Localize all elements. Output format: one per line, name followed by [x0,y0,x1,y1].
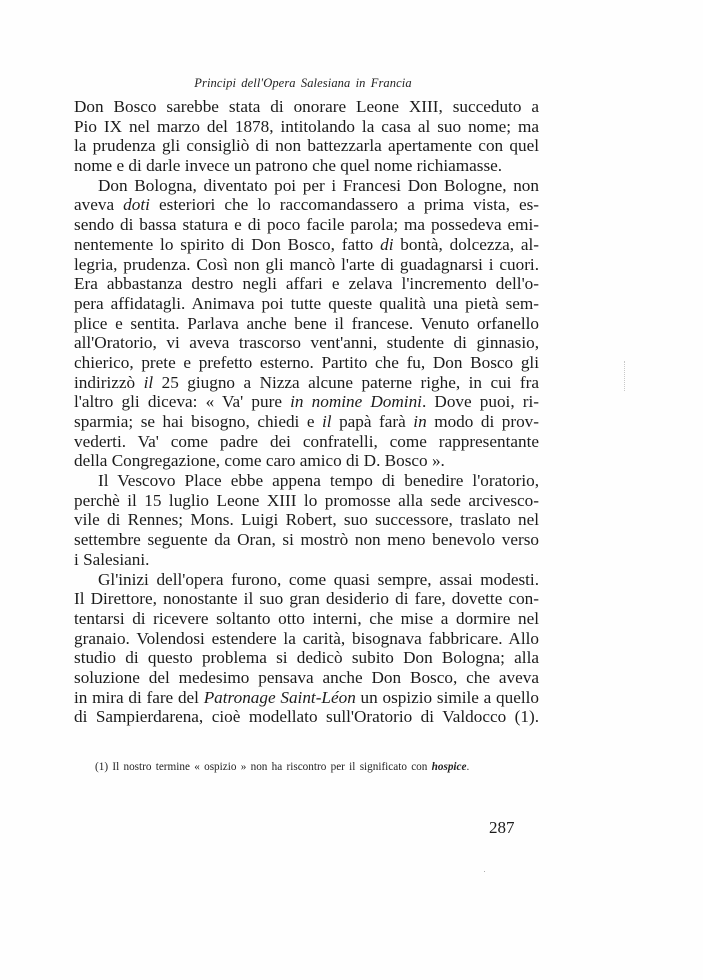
text-span: chierico, prete e prefetto esterno. Partito che fu, Don Bosco gli [74,352,539,372]
text-span: sendo di bassa statura e di poco facile parola; ma possedeva emi- [74,215,539,235]
text-span: un ospizio simile a quello [355,687,539,707]
text-line [74,589,539,609]
text-span: Il Direttore, nonostante il suo gran desiderio di fare, dovette con- [74,589,539,609]
italic-span: di [380,234,394,254]
text-span: . Dove puoi, ri- [421,392,540,412]
text-span: soluzione del medesimo pensava anche Don Bosco, che aveva [74,667,539,687]
italic-span: in nomine Domini [290,392,422,412]
text-span: sparmia; se hai bisogno, chiedi e [74,412,322,431]
text-span: plice e sentita. Parlava anche bene il francese. Venuto orfanello [74,313,539,333]
page-number: 287 [489,818,515,837]
text-line [74,333,539,353]
text-line [74,530,539,550]
text-span: all'Oratorio, vi aveva trascorso vent'anni, studente di ginnasio, [74,333,539,353]
text-line [74,707,539,727]
footnote-text: (1) Il nostro termine « ospizio » non ha riscontro per il significato con [95,761,432,773]
text-span: Gl'inizi dell'opera furono, come quasi sempre, assai modesti. [98,569,539,589]
text-span: di Sampierdarena, cioè modellato sull'Oratorio di Valdocco (1). [74,707,539,727]
text-span: 25 giugno a Nizza alcune paterne righe, in cui fra [153,372,540,392]
text-line [74,392,539,412]
text-line [74,195,539,215]
text-line [74,176,539,196]
text-span: Don Bologna, diventato poi per i Francesi Don Bologne, non [98,175,539,195]
text-span: pera affidatagli. Animava poi tutte queste qualità una pietà sem- [74,293,539,313]
text-span: indirizzò [74,372,144,392]
body-text [74,97,539,727]
text-span: Pio IX nel marzo del 1878, intitolando la casa al suo nome; ma [74,116,539,136]
text-span: bontà, dolcezza, al- [393,234,539,254]
text-line [74,668,539,688]
text-line [74,471,539,491]
text-span: legria, prudenza. Così non gli mancò l'arte di guadagnarsi i cuori. [74,254,539,274]
italic-span: Patronage Saint-Léon [203,687,356,707]
italic-span: il [322,412,332,431]
text-line [74,294,539,314]
text-span: vederti. Va' come padre dei confratelli, come rappresentante [74,431,539,451]
text-span: i Salesiani. [74,549,150,569]
italic-span: in [413,412,427,431]
text-line [74,491,539,511]
text-span: papà farà [331,412,414,431]
text-span: granaio. Volendosi estendere la carità, bisognava fabbricare. Allo [74,628,539,648]
italic-span: il [143,372,154,392]
text-line [74,156,539,176]
text-span: Don Bosco sarebbe stata di onorare Leone XIII, succeduto a [74,97,539,116]
text-line [74,255,539,275]
text-span: nentemente lo spirito di Don Bosco, fatto [74,234,381,254]
scan-artifact-dotted-line [624,361,626,391]
text-line [74,314,539,334]
footnote [95,761,469,773]
text-line [74,648,539,668]
text-line [74,550,539,570]
text-span: in mira di fare del [74,687,204,707]
text-span: vile di Rennes; Mons. Luigi Robert, suo successore, traslato nel [74,510,539,530]
text-line [74,629,539,649]
text-span: nome e di darle invece un patrono che quel nome richiamasse. [74,156,503,176]
text-span: studio di questo problema si dedicò subito Don Bologna; alla [74,648,539,668]
text-line [74,274,539,294]
text-span: aveva [74,195,124,215]
text-line [74,688,539,708]
text-line [74,451,539,471]
footnote-end: . [466,761,470,773]
italic-span: doti [123,195,150,215]
text-line [74,570,539,590]
text-span: perchè il 15 luglio Leone XIII lo promosse alla sede arcivesco- [74,490,539,510]
text-line [74,412,539,432]
text-span: la prudenza gli consigliò di non battezzarla apertamente con quel [74,136,539,156]
scan-artifact-dot [484,871,485,872]
text-line [74,97,539,117]
text-span: esteriori che lo raccomandassero a prima vista, es- [149,195,539,215]
text-span: della Congregazione, come caro amico di D. Bosco ». [74,451,445,471]
text-span: Era abbastanza destro negli affari e zelava l'incremento dell'o- [74,274,539,294]
text-span: Il Vescovo Place ebbe appena tempo di benedire l'oratorio, [98,471,539,491]
running-head: Principi dell'Opera Salesiana in Francia [194,76,412,90]
text-span: tentarsi di ricevere soltanto otto interni, che mise a dormire nel [74,608,539,628]
text-line [74,510,539,530]
text-span: settembre seguente da Oran, si mostrò non meno benevolo verso [74,530,539,550]
footnote-italic-term: hospice [431,761,467,773]
text-line [74,136,539,156]
text-line [74,117,539,137]
text-line [74,609,539,629]
text-line [74,235,539,255]
text-span: l'altro gli diceva: « Va' pure [74,392,291,412]
text-line [74,353,539,373]
text-line [74,432,539,452]
text-line [74,215,539,235]
text-line [74,373,539,393]
text-span: modo di prov- [426,412,539,431]
